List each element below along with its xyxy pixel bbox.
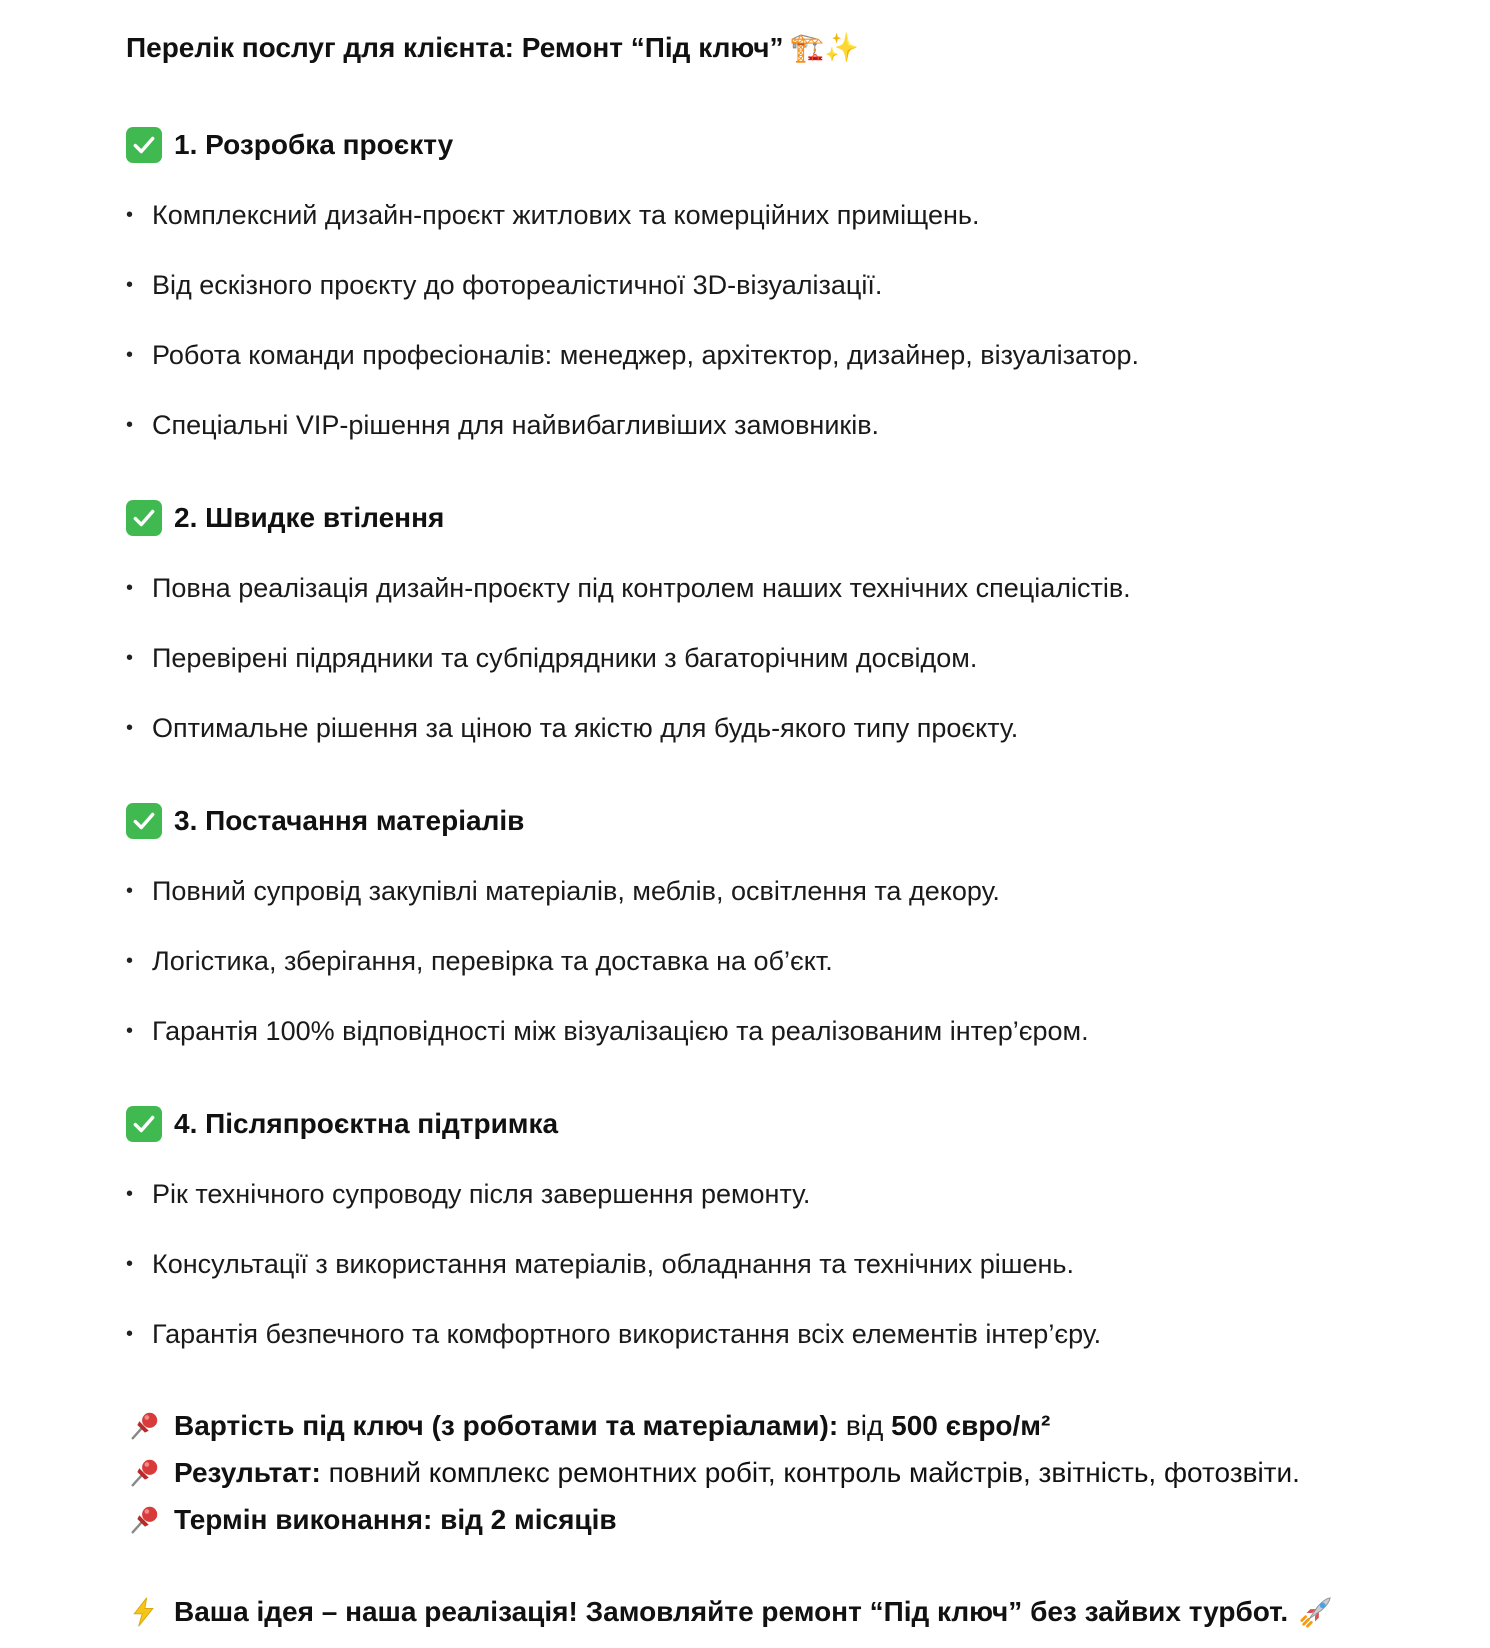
- list-item: [126, 195, 979, 235]
- list-item: [126, 405, 879, 445]
- section-title: 2. Швидке втілення: [174, 502, 445, 533]
- check-mark-icon: [126, 127, 162, 163]
- list-item: [126, 708, 1018, 748]
- section-title: 4. Післяпроєктна підтримка: [174, 1108, 559, 1139]
- term-text: Термін виконання: від 2 місяців: [174, 1504, 617, 1535]
- bullet-icon: •: [126, 1019, 134, 1042]
- list-item: [126, 1244, 1074, 1284]
- list-item: [126, 1174, 810, 1214]
- bullet-icon: •: [126, 716, 134, 739]
- list-item-text: Спеціальні VIP-рішення для найвибагливіших замовників.: [152, 409, 880, 440]
- term-line: [126, 1499, 617, 1541]
- pushpin-icon: [126, 1502, 162, 1538]
- bullet-icon: •: [126, 1182, 134, 1205]
- pushpin-icon: [126, 1408, 162, 1444]
- list-item: [126, 638, 977, 678]
- cta-text: Ваша ідея – наша реалізація! Замовляйте ремонт “Під ключ” без зайвих турбот.: [174, 1596, 1289, 1627]
- section-title: 3. Постачання матеріалів: [174, 805, 525, 836]
- result-line: [126, 1452, 1300, 1494]
- section-heading-4: [126, 1104, 558, 1144]
- check-mark-icon: [126, 1106, 162, 1142]
- list-item-text: Гарантія 100% відповідності між візуалізацією та реалізованим інтер’єром.: [152, 1015, 1089, 1046]
- title-emojis: 🏗️✨: [789, 31, 860, 64]
- section-heading-1: [126, 125, 453, 165]
- section-heading-3: [126, 801, 524, 841]
- result-text: повний комплекс ремонтних робіт, контроль майстрів, звітність, фотозвіти.: [328, 1457, 1300, 1488]
- bullet-icon: •: [126, 413, 134, 436]
- lightning-icon: [126, 1594, 162, 1630]
- bullet-icon: •: [126, 646, 134, 669]
- bullet-icon: •: [126, 203, 134, 226]
- list-item-text: Робота команди професіоналів: менеджер, архітектор, дизайнер, візуалізатор.: [152, 339, 1140, 370]
- list-item: [126, 1314, 1101, 1354]
- section-title: 1. Розробка проєкту: [174, 129, 454, 160]
- list-item-text: Логістика, зберігання, перевірка та доставка на об’єкт.: [152, 945, 833, 976]
- bullet-icon: •: [126, 1252, 134, 1275]
- list-item: [126, 335, 1139, 375]
- list-item-text: Перевірені підрядники та субпідрядники з багаторічним досвідом.: [152, 642, 978, 673]
- list-item-text: Комплексний дизайн-проєкт житлових та комерційних приміщень.: [152, 199, 980, 230]
- page-title: [126, 28, 859, 68]
- bullet-icon: •: [126, 1322, 134, 1345]
- bullet-icon: •: [126, 273, 134, 296]
- check-mark-icon: [126, 500, 162, 536]
- cost-label: Вартість під ключ (з роботами та матеріалами):: [174, 1410, 839, 1441]
- list-item-text: Від ескізного проєкту до фотореалістичної 3D-візуалізації.: [152, 269, 883, 300]
- cost-line: [126, 1405, 1050, 1447]
- result-label: Результат:: [174, 1457, 321, 1488]
- list-item-text: Рік технічного супроводу після завершення ремонту.: [152, 1178, 811, 1209]
- bullet-icon: •: [126, 879, 134, 902]
- list-item-text: Консультації з використання матеріалів, обладнання та технічних рішень.: [152, 1248, 1074, 1279]
- bullet-icon: •: [126, 576, 134, 599]
- list-item: [126, 265, 882, 305]
- check-mark-icon: [126, 803, 162, 839]
- rocket-icon: [1298, 1594, 1334, 1630]
- list-item: [126, 871, 1000, 911]
- bullet-icon: •: [126, 343, 134, 366]
- bullet-icon: •: [126, 949, 134, 972]
- list-item-text: Повний супровід закупівлі матеріалів, меблів, освітлення та декору.: [152, 875, 1000, 906]
- pushpin-icon: [126, 1455, 162, 1491]
- list-item-text: Гарантія безпечного та комфортного використання всіх елементів інтер’єру.: [152, 1318, 1102, 1349]
- cost-value: 500 євро/м²: [891, 1410, 1051, 1441]
- call-to-action: [126, 1590, 1334, 1634]
- title-text: Перелік послуг для клієнта: Ремонт “Під ключ”: [126, 32, 784, 63]
- list-item: [126, 1011, 1089, 1051]
- list-item: [126, 568, 1131, 608]
- list-item: [126, 941, 833, 981]
- list-item-text: Повна реалізація дизайн-проєкту під контролем наших технічних спеціалістів.: [152, 572, 1131, 603]
- cost-prefix: від: [845, 1410, 884, 1441]
- section-heading-2: [126, 498, 444, 538]
- list-item-text: Оптимальне рішення за ціною та якістю для будь-якого типу проєкту.: [152, 712, 1019, 743]
